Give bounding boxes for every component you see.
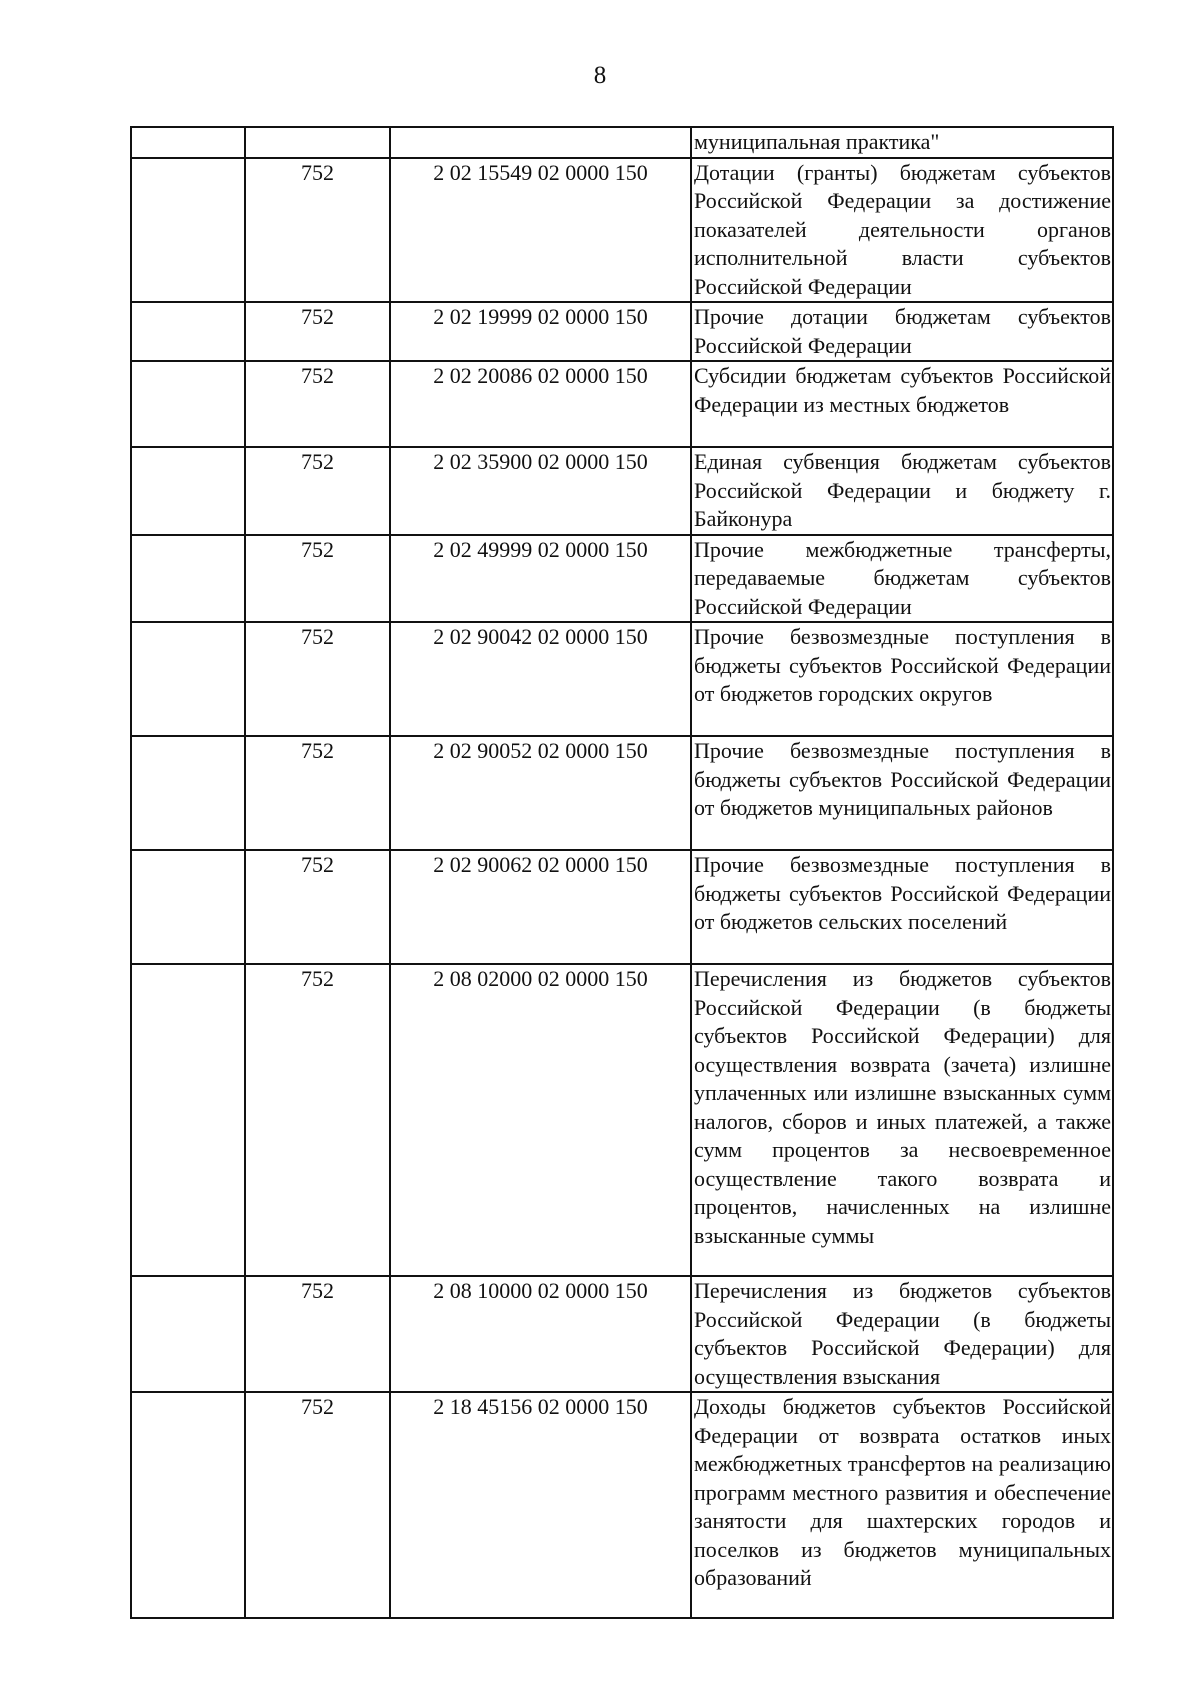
description-cell: Прочие дотации бюджетам субъектов Российской Федерации: [691, 302, 1113, 361]
description-cell: Доходы бюджетов субъектов Российской Федерации от возврата остатков иных межбюджетных трансфертов на реализацию программ местного развития и обеспечение занятости для шахтерских городов и поселков из бюджетов муниципальных образований: [691, 1392, 1113, 1618]
admin-code-cell: 752: [245, 964, 390, 1276]
income-code-cell: 2 02 15549 02 0000 150: [390, 158, 691, 303]
row-number-cell: [131, 736, 245, 850]
description-cell: Перечисления из бюджетов субъектов Российской Федерации (в бюджеты субъектов Российской Федерации) для осуществления взыскания: [691, 1276, 1113, 1392]
table-row: [131, 302, 1113, 361]
description-cell: Прочие безвозмездные поступления в бюджеты субъектов Российской Федерации от бюджетов городских округов: [691, 622, 1113, 736]
table-row: [131, 1392, 1113, 1618]
income-code-cell: 2 02 90052 02 0000 150: [390, 736, 691, 850]
table-row: [131, 964, 1113, 1276]
admin-code-cell: 752: [245, 302, 390, 361]
description-cell: Прочие межбюджетные трансферты, передаваемые бюджетам субъектов Российской Федерации: [691, 535, 1113, 623]
table-row: [131, 850, 1113, 964]
row-number-cell: [131, 158, 245, 303]
income-code-cell: 2 02 90042 02 0000 150: [390, 622, 691, 736]
table-row: [131, 1276, 1113, 1392]
description-cell: муниципальная практика": [691, 127, 1113, 158]
admin-code-cell: 752: [245, 1276, 390, 1392]
row-number-cell: [131, 1276, 245, 1392]
income-code-cell: 2 18 45156 02 0000 150: [390, 1392, 691, 1618]
table-row: [131, 622, 1113, 736]
income-code-cell: 2 02 35900 02 0000 150: [390, 447, 691, 535]
admin-code-cell: 752: [245, 447, 390, 535]
admin-code-cell: 752: [245, 361, 390, 447]
row-number-cell: [131, 447, 245, 535]
admin-code-cell: 752: [245, 158, 390, 303]
admin-code-cell: [245, 127, 390, 158]
row-number-cell: [131, 302, 245, 361]
table-row: [131, 361, 1113, 447]
row-number-cell: [131, 361, 245, 447]
table-row: [131, 127, 1113, 158]
income-code-cell: 2 08 02000 02 0000 150: [390, 964, 691, 1276]
description-cell: Прочие безвозмездные поступления в бюджеты субъектов Российской Федерации от бюджетов муниципальных районов: [691, 736, 1113, 850]
income-code-cell: 2 02 49999 02 0000 150: [390, 535, 691, 623]
row-number-cell: [131, 127, 245, 158]
table-row: [131, 535, 1113, 623]
row-number-cell: [131, 850, 245, 964]
description-cell: Перечисления из бюджетов субъектов Российской Федерации (в бюджеты субъектов Российской Федерации) для осуществления возврата (зачета) излишне уплаченных или излишне взысканных сумм налогов, сборов и иных платежей, а также сумм процентов за несвоевременное осуществление такого возврата и процентов, начисленных на излишне взысканные суммы: [691, 964, 1113, 1276]
description-cell: Единая субвенция бюджетам субъектов Российской Федерации и бюджету г. Байконура: [691, 447, 1113, 535]
admin-code-cell: 752: [245, 622, 390, 736]
table-body: [131, 127, 1113, 1618]
description-cell: Субсидии бюджетам субъектов Российской Федерации из местных бюджетов: [691, 361, 1113, 447]
description-cell: Прочие безвозмездные поступления в бюджеты субъектов Российской Федерации от бюджетов сельских поселений: [691, 850, 1113, 964]
row-number-cell: [131, 535, 245, 623]
table-row: [131, 736, 1113, 850]
income-code-cell: 2 02 90062 02 0000 150: [390, 850, 691, 964]
table-row: [131, 158, 1113, 303]
description-cell: Дотации (гранты) бюджетам субъектов Российской Федерации за достижение показателей деятельности органов исполнительной власти субъектов Российской Федерации: [691, 158, 1113, 303]
income-codes-table: [130, 126, 1114, 1619]
admin-code-cell: 752: [245, 535, 390, 623]
table-row: [131, 447, 1113, 535]
admin-code-cell: 752: [245, 736, 390, 850]
row-number-cell: [131, 964, 245, 1276]
income-code-cell: 2 08 10000 02 0000 150: [390, 1276, 691, 1392]
admin-code-cell: 752: [245, 1392, 390, 1618]
row-number-cell: [131, 622, 245, 736]
income-code-cell: 2 02 20086 02 0000 150: [390, 361, 691, 447]
income-code-cell: [390, 127, 691, 158]
row-number-cell: [131, 1392, 245, 1618]
income-code-cell: 2 02 19999 02 0000 150: [390, 302, 691, 361]
admin-code-cell: 752: [245, 850, 390, 964]
page-number: 8: [593, 62, 607, 89]
